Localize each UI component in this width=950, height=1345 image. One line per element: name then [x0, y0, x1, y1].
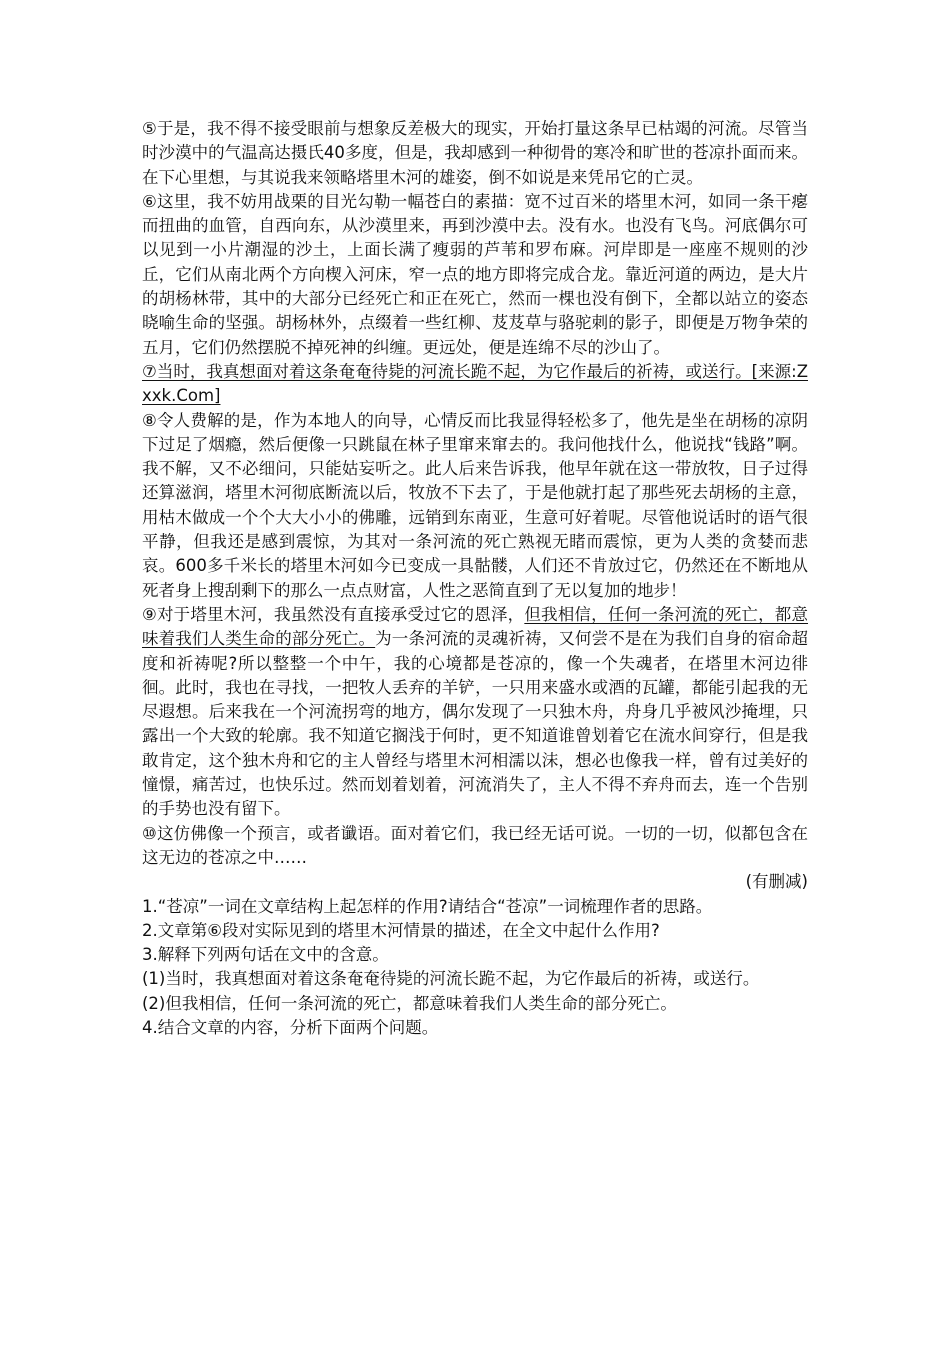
question-3-item-2: (2)但我相信，任何一条河流的死亡，都意味着我们人类生命的部分死亡。: [142, 993, 677, 1013]
question-4: 4.结合文章的内容，分析下面两个问题。: [142, 1017, 439, 1037]
question-2: 2.文章第⑥段对实际见到的塔里木河情景的描述，在全文中起什么作用?: [142, 920, 660, 940]
paragraph-6: ⑥这里，我不妨用战栗的目光勾勒一幅苍白的素描：宽不过百米的塔里木河，如同一条干瘪而扭曲的血管，自西向东，从沙漠里来，再到沙漠中去。没有水。也没有飞鸟。河底偶尔可以见到一小片潮湿的沙土，上面长满了瘦弱的芦苇和罗布麻。河岸即是一座座不规则的沙丘，它们从南北两个方向楔入河床，窄一点的地方即将完成合龙。靠近河道的两边，是大片的胡杨林带，其中的大部分已经死亡和正在死亡，然而一棵也没有倒下，全都以站立的姿态晓喻生命的坚强。胡杨林外，点缀着一些红柳、芨芨草与骆驼刺的影子，即便是万物争荣的五月，它们仍然摆脱不掉死神的纠缠。更远处，便是连绵不尽的沙山了。: [142, 191, 808, 357]
question-3-item-1: (1)当时，我真想面对着这条奄奄待毙的河流长跪不起，为它作最后的祈祷，或送行。: [142, 969, 760, 989]
document-page: [142, 117, 808, 1040]
paragraph-9-start: ⑨对于塔里木河，我虽然没有直接承受过它的恩泽，: [142, 604, 525, 624]
paragraph-9: [142, 603, 808, 822]
paragraph-7-underlined-sentence: ⑦当时，我真想面对着这条奄奄待毙的河流长跪不起，为它作最后的祈祷，或送行。[来源:Zxxk.Com]: [142, 361, 808, 406]
paragraph-7: [142, 360, 808, 409]
paragraph-8: ⑧令人费解的是，作为本地人的向导，心情反而比我显得轻松多了，他先是坐在胡杨的凉阴下过足了烟瘾，然后便像一只跳鼠在林子里窜来窜去的。我问他找什么，他说找“钱路”啊。我不解，又不必细问，只能姑妄听之。此人后来告诉我，他早年就在这一带放牧，日子过得还算滋润，塔里木河彻底断流以后，牧放不下去了，于是他就打起了那些死去胡杨的主意，用枯木做成一个个大大小小的佛雕，远销到东南亚，生意可好着呢。尽管他说话时的语气很平静，但我还是感到震惊，为其对一条河流的死亡熟视无睹而震惊，更为人类的贪婪而悲哀。600多千米长的塔里木河如今已变成一具骷髅，人们还不肯放过它，仍然还在不断地从死者身上搜刮剩下的那么一点点财富，人性之恶简直到了无以复加的地步！: [142, 410, 808, 600]
paragraph-5: ⑤于是，我不得不接受眼前与想象反差极大的现实，开始打量这条早已枯竭的河流。尽管当时沙漠中的气温高达摄氏40多度，但是，我却感到一种彻骨的寒冷和旷世的苍凉扑面而来。在下心里想，与其说我来领略塔里木河的雄姿，倒不如说是来凭吊它的亡灵。: [142, 119, 808, 187]
paragraph-9-underlined-sentence: 但我相信，任何一条河流的死亡，都意味着我们人类生命的部分死亡。: [142, 604, 809, 649]
paragraph-10: ⑩这仿佛像一个预言，或者谶语。面对着它们，我已经无话可说。一切的一切，似都包含在这无边的苍凉之中……: [142, 823, 808, 867]
paragraph-9-rest: 为一条河流的灵魂祈祷，又何尝不是在为我们自身的宿命超度和祈祷呢?所以整整一个中午，我的心境都是苍凉的，像一个失魂者，在塔里木河边徘徊。此时，我也在寻找，一把牧人丢弃的羊铲，一只用来盛水或酒的瓦罐，都能引起我的无尽遐想。后来我在一个河流拐弯的地方，偶尔发现了一只独木舟，舟身几乎被风沙掩埋，只露出一个大致的轮廓。我不知道它搁浅于何时，更不知道谁曾划着它在流水间穿行，但是我敢肯定，这个独木舟和它的主人曾经与塔里木河相濡以沫，想必也像我一样，曾有过美好的憧憬，痛苦过，也快乐过。然而划着划着，河流消失了，主人不得不弃舟而去，连一个告别的手势也没有留下。: [142, 629, 809, 819]
question-3: 3.解释下列两句话在文中的含意。: [142, 945, 389, 965]
abridged-note: (有删减): [745, 872, 808, 892]
question-1: 1.“苍凉”一词在文章结构上起怎样的作用?请结合“苍凉”一词梳理作者的思路。: [142, 896, 713, 916]
